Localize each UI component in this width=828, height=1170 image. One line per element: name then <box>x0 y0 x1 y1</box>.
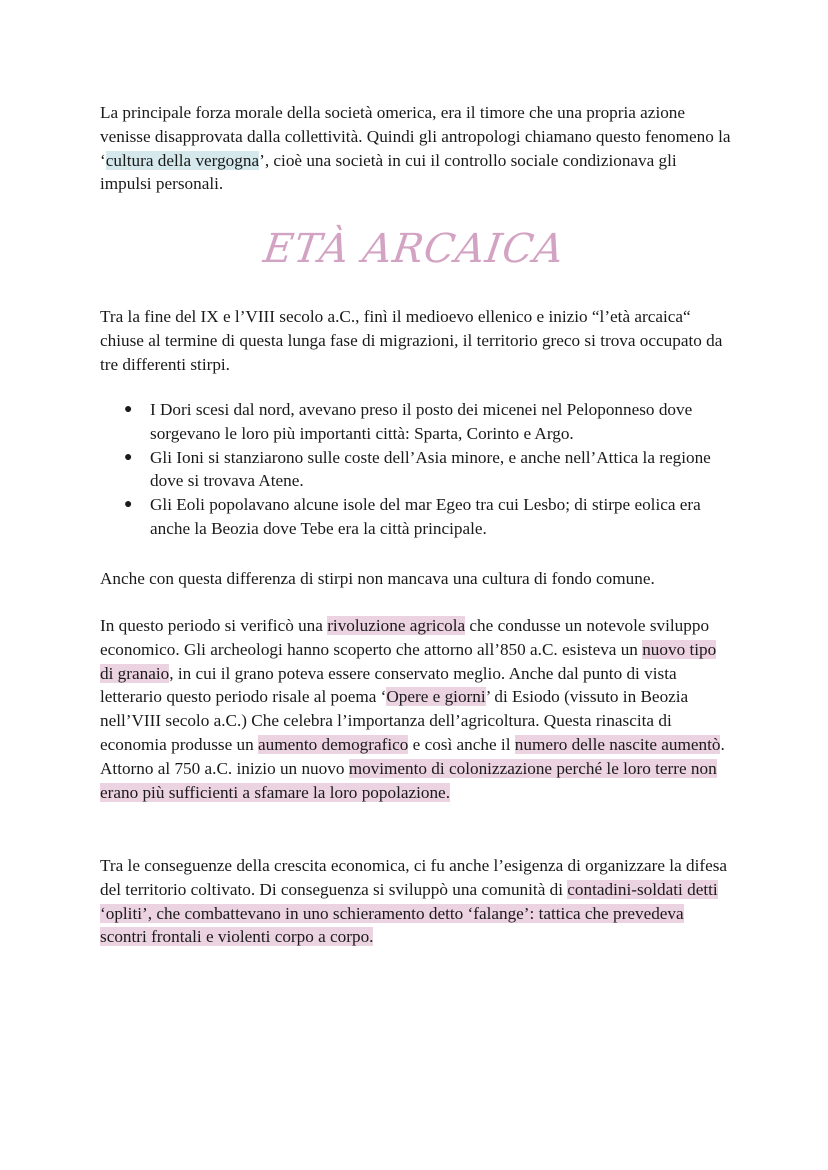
highlight-colonizzazione: movimento di colonizzazione perché le loro terre non erano più sufficienti a sfamare la loro popolazione. <box>100 758 717 802</box>
intro-paragraph <box>100 101 732 196</box>
list-item: ● Gli Eoli popolavano alcune isole del mar Egeo tra cui Lesbo; di stirpe eolica era anche la Beozia dove Tebe era la città principale. <box>124 495 701 538</box>
bullet-list-stirpi <box>100 398 740 541</box>
highlight-cultura-vergogna: cultura della vergogna <box>105 150 260 170</box>
intro-text: La principale forza morale della società omerica, era il timore che una propria azione venisse disapprovata dalla collettività. Quindi gli antropologi chiamano questo fenomeno la ‘ <box>100 103 731 170</box>
paragraph-cultura-comune: Anche con questa differenza di stirpi non mancava una cultura di fondo comune. <box>100 569 655 588</box>
paragraph-rivoluzione-agricola: In questo periodo si verificò una rivoluzione agricola che condusse un notevole sviluppo economico. Gli archeologi hanno scoperto che attorno all’850 a.C. esisteva un nuovo tipo di granaio, in cui il grano poteva essere conservato meglio. Anche dal punto di vista letterario questo periodo risale al poema ‘Opere e giorni’ di Esiodo (vissuto in Beozia nell’VIII secolo a.C.) Che celebra l’importanza dell’agricoltura. Questa rinascita di economia produsse un aumento demografico e così anche il numero delle nascite aumentò. Attorno al 750 a.C. inizio un nuovo movimento di colonizzazione perché le loro terre non erano più sufficienti a sfamare la loro popolazione. <box>100 616 725 802</box>
bullet-icon: ● <box>124 449 133 465</box>
list-item: ● Gli Ioni si stanziarono sulle coste dell’Asia minore, e anche nell’Attica la regione dove si trovava Atene. <box>124 447 711 491</box>
highlight-opere-giorni: Opere e giorni <box>386 687 486 707</box>
bullet-icon: ● <box>124 497 133 513</box>
paragraph-opliti: Tra le conseguenze della crescita economica, ci fu anche l’esigenza di organizzare la difesa del territorio coltivato. Di conseguenza si sviluppò una comunità di contadini-soldati detti ‘opliti’, che combattevano in uno schieramento detto ‘falange’: tattica che prevedeva scontri frontali e violenti corpo a corpo. <box>100 856 728 947</box>
list-item: ● I Dori scesi dal nord, avevano preso il posto dei micenei nel Peloponneso dove sorgevano le loro più importanti città: Sparta, Corinto e Argo. <box>124 400 693 443</box>
highlight-aumento-demografico: aumento demografico <box>258 734 409 754</box>
section-title: ETÀ ARCAICA <box>260 226 568 272</box>
highlight-opliti: contadini-soldati detti ‘opliti’, che combattevano in uno schieramento detto ‘falange’: tattica che prevedeva scontri frontali e violenti corpo a corpo. <box>100 879 718 947</box>
highlight-nascite: numero delle nascite aumentò <box>514 734 721 754</box>
highlight-granaio: nuovo tipo di granaio <box>100 639 717 683</box>
intro-text-end: ’, cioè una società in cui il controllo sociale condizionava gli impulsi personali. <box>100 150 677 194</box>
paragraph-stirpi: Tra la fine del IX e l’VIII secolo a.C., finì il medioevo ellenico e inizio “l’età arcaica“ chiuse al termine di questa lunga fase di migrazioni, il territorio greco si trova occupato da tre differenti stirpi. <box>100 307 723 374</box>
highlight-rivoluzione-agricola: rivoluzione agricola <box>327 616 466 635</box>
bullet-icon: ● <box>124 402 133 417</box>
